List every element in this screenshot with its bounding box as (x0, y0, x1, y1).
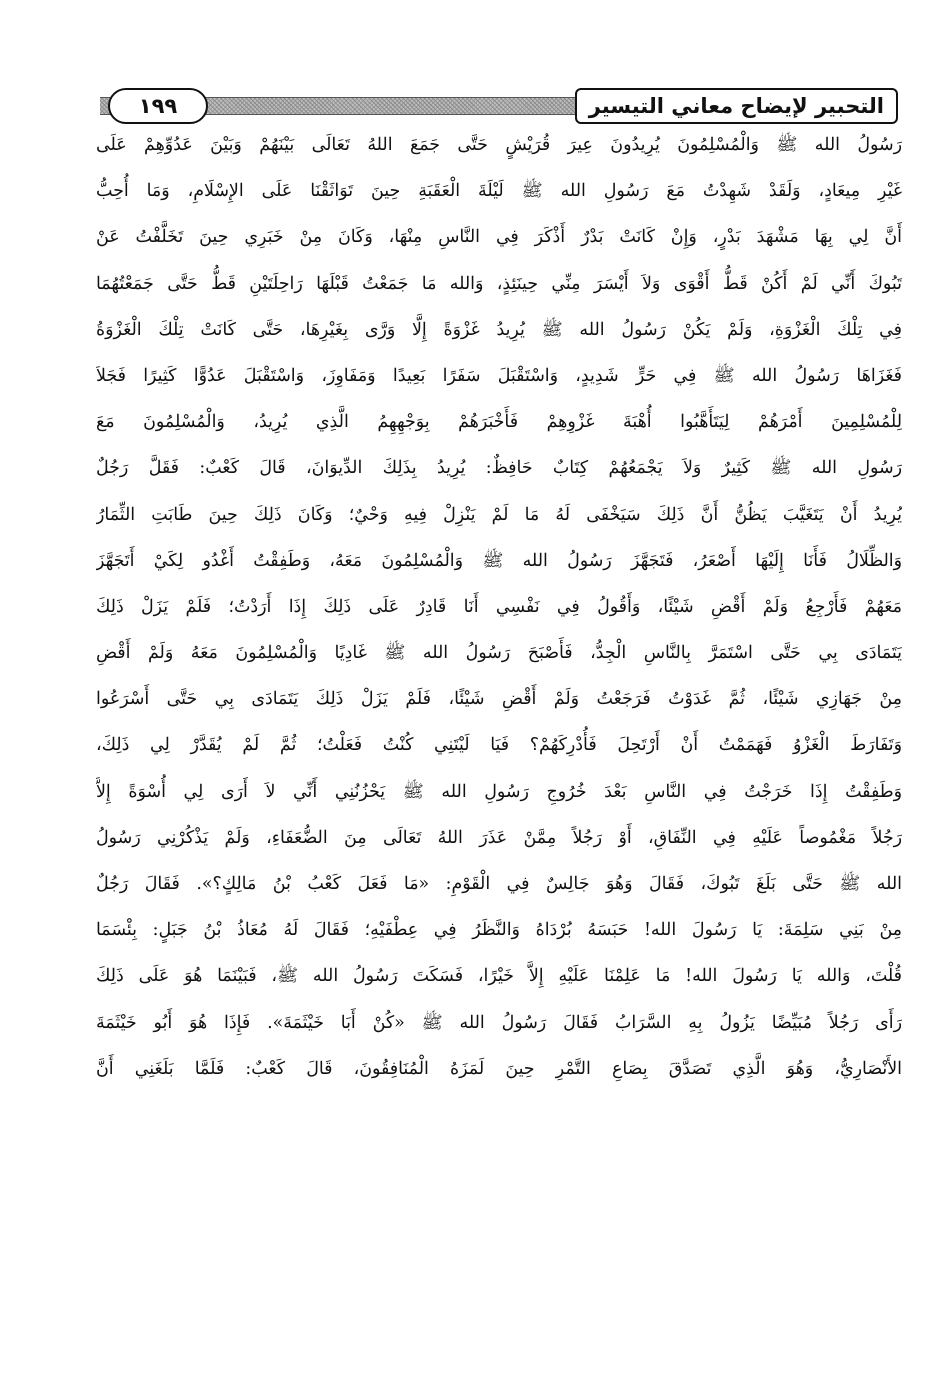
text-line: رَسُولُ الله ﷺ وَالْمُسْلِمُونَ يُرِيدُونَ عِيرَ قُرَيْشٍ حَتَّى جَمَعَ اللهُ تَعَالَى بَيْنَهُمْ وَبَيْنَ عَدُوِّهِمْ عَلَى (96, 135, 902, 155)
text-line: رَجُلاً مَغْمُوصاً عَلَيْهِ فِي النِّفَاقِ، أَوْ رَجُلاً مِمَّنْ عَذَرَ اللهُ تَعَالَى مِنَ الضُّعَفَاءِ، وَلَمْ يَذْكُرْنِي رَسُولُ (96, 827, 902, 848)
text-line: وَالظِّلَالُ فَأَنَا إِلَيْهَا أَصْعَرُ، فَتَجَهَّزَ رَسُولُ الله ﷺ وَالْمُسْلِمُونَ مَعَهُ، وَطَفِقْتُ أَغْدُو لِكَيْ أَتَجَهَّزَ (96, 550, 902, 571)
text-line: أَنَّ لِي بِهَا مَشْهَدَ بَدْرٍ، وَإِنْ كَانَتْ بَدْرٌ أَذْكَرَ فِي النَّاسِ مِنْهَا، وَكَانَ مِنْ خَبَرِي حِينَ تَخَلَّفْتُ عَنْ (96, 227, 902, 248)
text-line: فَغَزَاهَا رَسُولُ الله ﷺ فِي حَرٍّ شَدِيدٍ، وَاسْتَقْبَلَ سَفَرًا بَعِيدًا وَمَفَاوِزَ، وَاسْتَقْبَلَ عَدُوًّا كَثِيرًا فَجَلاَ (96, 365, 902, 386)
page-number: ١٩٩ (108, 88, 208, 124)
text-line: مِنْ بَنِي سَلِمَةَ: يَا رَسُولَ الله! حَبَسَهُ بُرْدَاهُ وَالنَّظَرُ فِي عِطْفَيْهِ؛ فَقَالَ لَهُ مُعَاذُ بْنُ جَبَلٍ: بِئْسَمَا (96, 920, 902, 941)
text-line: مَعَهُمْ فَأَرْجِعُ وَلَمْ أَقْضِ شَيْئًا، وَأَقُولُ فِي نَفْسِي أَنَا قَادِرٌ عَلَى ذَلِكَ إِذَا أَرَدْتُ؛ فَلَمْ يَزَلْ ذَلِكَ (96, 596, 902, 617)
text-line: وَطَفِقْتُ إِذَا خَرَجْتُ فِي النَّاسِ بَعْدَ خُرُوجِ رَسُولِ الله ﷺ يَحْزُنُنِي أَنِّي لاَ أَرَى لِي أُسْوَةً إِلاَّ (96, 781, 902, 802)
text-line: مِنْ جَهَازِي شَيْئًا، ثُمَّ غَدَوْتُ فَرَجَعْتُ وَلَمْ أَقْضِ شَيْئًا، فَلَمْ يَزَلْ ذَلِكَ يَتَمَادَى بِي حَتَّى أَسْرَعُوا (96, 689, 902, 710)
text-line: الأَنْصَارِيُّ، وَهُوَ الَّذِي تَصَدَّقَ بِصَاعِ التَّمْرِ حِينَ لَمَزَهُ الْمُنَافِقُونَ، قَالَ كَعْبٌ: فَلَمَّا بَلَغَنِي أَنَّ (96, 1058, 902, 1079)
text-line: قُلْتَ، وَالله يَا رَسُولَ الله! مَا عَلِمْنَا عَلَيْهِ إِلاَّ خَيْرًا، فَسَكَتَ رَسُولُ الله ﷺ، فَبَيْنَمَا هُوَ عَلَى ذَلِكَ (96, 966, 902, 987)
text-line: وَتَفَارَطَ الْغَزْوُ فَهَمَمْتُ أَنْ أَرْتَحِلَ فَأُدْرِكَهُمْ؟ فَيَا لَيْتَنِي كُنْتُ فَعَلْتُ؛ ثُمَّ لَمْ يُقَدَّرْ لِي ذَلِكَ، (96, 735, 902, 756)
text-line: يَتَمَادَى بِي حَتَّى اسْتَمَرَّ بِالنَّاسِ الْجِدُّ، فَأَصْبَحَ رَسُولُ الله ﷺ غَادِيًا وَالْمُسْلِمُونَ مَعَهُ وَلَمْ أَقْضِ (96, 643, 902, 664)
text-line: رَأَى رَجُلاً مُبَيِّضًا يَزُولُ بِهِ السَّرَابُ فَقَالَ رَسُولُ الله ﷺ «كُنْ أَبَا خَيْثَمَةَ». فَإِذَا هُوَ أَبُو خَيْثَمَةَ (96, 1012, 902, 1033)
book-title: التحبير لإيضاح معاني التيسير (575, 88, 898, 124)
text-line: فِي تِلْكَ الْغَزْوَةِ، وَلَمْ يَكُنْ رَسُولُ الله ﷺ يُرِيدُ غَزْوَةً إِلَّا وَرَّى بِغَيْرِهَا، حَتَّى كَانَتْ تِلْكَ الْغَزْوَةُ (96, 319, 902, 340)
text-line: يُرِيدُ أَنْ يَتَغَيَّبَ يَظُنُّ أَنَّ ذَلِكَ سَيَخْفَى لَهُ مَا لَمْ يَنْزِلْ فِيهِ وَحْيٌ؛ وَكَانَ ذَلِكَ حِينَ طَابَتِ الثِّمَارُ (96, 504, 902, 525)
text-line: تَبُوكَ أَنِّي لَمْ أَكُنْ قَطُّ أَقْوَى وَلاَ أَيْسَرَ مِنِّي حِينَئِذٍ، وَالله مَا جَمَعْتُ قَبْلَهَا رَاحِلَتَيْنِ قَطُّ حَتَّى جَمَعْتُهُمَا (96, 273, 902, 294)
text-line: غَيْرِ مِيعَادٍ، وَلَقَدْ شَهِدْتُ مَعَ رَسُولِ الله ﷺ لَيْلَةَ الْعَقَبَةِ حِينَ تَوَاثَقْنَا عَلَى الإِسْلَامِ، وَمَا أُحِبُّ (96, 181, 902, 202)
text-line: رَسُولِ الله ﷺ كَثِيرٌ وَلاَ يَجْمَعُهُمْ كِتَابٌ حَافِظٌ: يُرِيدُ بِذَلِكَ الدِّيوَانَ، قَالَ كَعْبٌ: فَقَلَّ رَجُلٌ (96, 458, 902, 479)
body-text (96, 122, 902, 1092)
page-header (100, 88, 898, 122)
text-line: لِلْمُسْلِمِينَ أَمْرَهُمْ لِيَتَأَهَّبُوا أُهْبَةَ غَزْوِهِمْ فَأَخْبَرَهُمْ بِوَجْهِهِمُ الَّذِي يُرِيدُ، وَالْمُسْلِمُونَ مَعَ (96, 412, 902, 433)
text-line: الله ﷺ حَتَّى بَلَغَ تَبُوكَ، فَقَالَ وَهُوَ جَالِسٌ فِي الْقَوْمِ: «مَا فَعَلَ كَعْبُ بْنُ مَالِكٍ؟». فَقَالَ رَجُلٌ (96, 874, 902, 894)
